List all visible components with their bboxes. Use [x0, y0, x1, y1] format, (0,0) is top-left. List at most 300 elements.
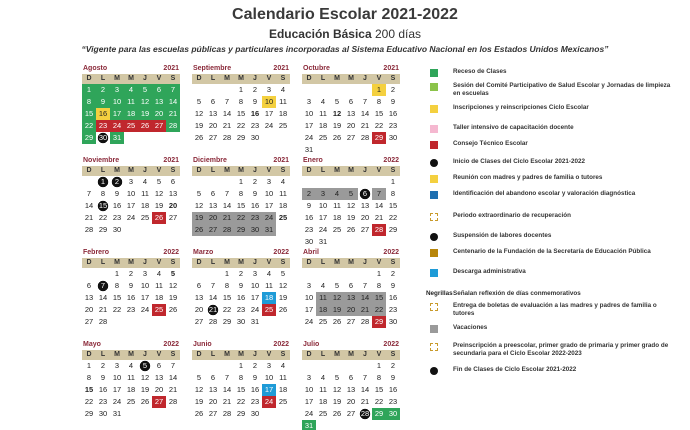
- legend-label: Preinscripción a preescolar, primer grado de primaria y primer grado de secundaria para el Ciclo Escolar 2022-2023: [453, 342, 669, 357]
- day-cell: 11: [141, 189, 149, 198]
- legend-item: [426, 212, 686, 221]
- day-cell: 29: [372, 408, 386, 420]
- day-cell: 2: [390, 361, 396, 370]
- month-octubre: [302, 64, 400, 156]
- day-cell: 30: [250, 409, 260, 418]
- weekday-label: M: [128, 259, 134, 266]
- weekday-label: M: [238, 351, 244, 358]
- weekday-label: D: [86, 259, 92, 266]
- day-cell: 8: [86, 373, 92, 382]
- day-cell: 12: [140, 373, 150, 382]
- day-cell: 25: [278, 213, 288, 222]
- weekday-label: L: [100, 167, 106, 174]
- weekday-label: V: [376, 167, 382, 174]
- month-noviembre: [82, 156, 180, 236]
- day-cell: 17: [318, 213, 328, 222]
- month-header: [302, 156, 400, 166]
- day-cell: 25: [278, 397, 288, 406]
- day-grid: [192, 268, 290, 328]
- day-cell: 1: [376, 361, 382, 370]
- weekday-label: D: [196, 351, 202, 358]
- day-cell: 16: [304, 213, 314, 222]
- day-cell: 7: [166, 84, 180, 96]
- month-agosto: [82, 64, 180, 144]
- day-cell: 7: [362, 97, 368, 106]
- month-year: 2022: [383, 249, 399, 256]
- day-cell: 20: [206, 212, 220, 224]
- day-cell: 2: [252, 85, 258, 94]
- day-cell: 5: [280, 269, 286, 278]
- day-cell: 10: [304, 385, 314, 394]
- day-cell: 7: [86, 189, 92, 198]
- day-cell: 27: [152, 396, 166, 408]
- day-cell: 12: [330, 292, 344, 304]
- day-cell: 19: [332, 397, 342, 406]
- day-cell: 1: [238, 361, 244, 370]
- empty-cell: [316, 176, 330, 188]
- day-cell: 22: [222, 305, 232, 314]
- day-cell: 27: [208, 409, 218, 418]
- day-cell: 2: [302, 188, 316, 200]
- empty-cell: [316, 360, 330, 372]
- day-cell: 31: [302, 420, 316, 430]
- day-cell: 16: [388, 293, 398, 302]
- day-cell: 24: [304, 409, 314, 418]
- day-cell: 23: [388, 397, 398, 406]
- day-cell: 13: [346, 385, 356, 394]
- day-cell: 4: [128, 361, 134, 370]
- legend-label: Reunión con madres y padres de familia o tutores: [453, 174, 603, 181]
- day-cell: 29: [388, 225, 398, 234]
- day-grid: [192, 176, 290, 236]
- day-cell: 24: [304, 317, 314, 326]
- day-cell: 18: [140, 201, 150, 210]
- weekday-label: L: [210, 75, 216, 82]
- day-cell: 13: [168, 189, 178, 198]
- day-cell: 1: [224, 269, 230, 278]
- day-cell: 1: [372, 84, 386, 96]
- weekday-label: V: [266, 167, 272, 174]
- weekday-label: S: [170, 75, 176, 82]
- legend-swatch: [430, 343, 438, 351]
- day-cell: 24: [126, 213, 136, 222]
- day-cell: 24: [262, 212, 276, 224]
- month-year: 2022: [273, 341, 289, 348]
- legend-item: [426, 366, 686, 375]
- month-marzo: [192, 248, 290, 328]
- weekday-label: L: [210, 351, 216, 358]
- weekday-label: M: [238, 167, 244, 174]
- legend-item: [426, 82, 686, 98]
- day-cell: 19: [138, 108, 152, 120]
- day-cell: 14: [374, 201, 384, 210]
- weekday-label: M: [224, 167, 230, 174]
- empty-cell: [302, 176, 316, 188]
- day-cell: 13: [154, 373, 164, 382]
- legend-label: Señalan reflexión de días conmemorativos: [453, 290, 581, 297]
- weekday-label: M: [348, 259, 354, 266]
- day-cell: 9: [390, 97, 396, 106]
- legend-label: Descarga administrativa: [453, 268, 526, 275]
- day-cell: 23: [388, 305, 398, 314]
- weekday-label: J: [253, 167, 257, 174]
- day-cell: 3: [110, 84, 124, 96]
- day-cell: 29: [98, 225, 108, 234]
- day-cell: 28: [98, 317, 108, 326]
- legend-swatch: [430, 233, 438, 241]
- day-cell: 3: [306, 281, 312, 290]
- day-cell: 5: [156, 177, 162, 186]
- weekday-header: [192, 350, 290, 360]
- day-cell: 4: [320, 281, 326, 290]
- weekday-label: V: [156, 167, 162, 174]
- day-cell: 30: [236, 317, 246, 326]
- weekday-label: V: [266, 351, 272, 358]
- day-cell: 11: [333, 201, 341, 210]
- legend-swatch: [430, 367, 438, 375]
- legend-swatch: [430, 191, 438, 199]
- month-diciembre: [192, 156, 290, 236]
- day-cell: 12: [278, 281, 288, 290]
- day-cell: 3: [252, 269, 258, 278]
- day-cell: 23: [96, 120, 110, 132]
- day-cell: 9: [390, 373, 396, 382]
- weekday-label: S: [390, 167, 396, 174]
- day-cell: 13: [194, 293, 204, 302]
- day-cell: 14: [84, 201, 94, 210]
- day-cell: 24: [112, 397, 122, 406]
- day-cell: 8: [100, 189, 106, 198]
- legend-swatch: [430, 125, 438, 133]
- month-header: [302, 248, 400, 258]
- day-cell: 22: [374, 121, 384, 130]
- month-year: 2022: [163, 249, 179, 256]
- month-name: Octubre: [303, 65, 330, 72]
- empty-cell: [358, 360, 372, 372]
- day-cell: 17: [110, 108, 124, 120]
- day-cell: 28: [358, 408, 372, 420]
- day-cell: 22: [236, 397, 246, 406]
- day-cell: 15: [388, 201, 398, 210]
- day-cell: 11: [319, 109, 327, 118]
- weekday-label: J: [363, 259, 367, 266]
- day-cell: 2: [100, 361, 106, 370]
- day-cell: 20: [360, 213, 370, 222]
- day-cell: 14: [168, 373, 178, 382]
- day-grid: [82, 84, 180, 144]
- day-cell: 30: [112, 225, 122, 234]
- day-cell: 30: [98, 409, 108, 418]
- day-cell: 11: [127, 373, 135, 382]
- day-cell: 29: [236, 133, 246, 142]
- day-cell: 23: [388, 121, 398, 130]
- day-cell: 15: [236, 109, 246, 118]
- weekday-label: L: [210, 167, 216, 174]
- weekday-label: M: [128, 351, 134, 358]
- legend-label: Periodo extraordinario de recuperación: [453, 212, 571, 219]
- day-cell: 8: [376, 373, 382, 382]
- day-cell: 19: [346, 213, 356, 222]
- day-cell: 14: [358, 292, 372, 304]
- day-cell: 19: [278, 293, 288, 302]
- weekday-header: [302, 350, 400, 360]
- empty-cell: [192, 176, 206, 188]
- day-cell: 14: [98, 293, 108, 302]
- day-cell: 6: [86, 281, 92, 290]
- weekday-label: V: [156, 259, 162, 266]
- weekday-label: M: [334, 167, 340, 174]
- calendar-tagline: “Vigente para las escuelas públicas y particulares incorporadas al Sistema Educativo Nacional en los Estados Unidos Mexicanos”: [81, 44, 609, 54]
- day-cell: 14: [166, 96, 180, 108]
- legend-item: [426, 248, 686, 257]
- weekday-header: [192, 74, 290, 84]
- month-year: 2021: [273, 157, 289, 164]
- day-cell: 5: [196, 189, 202, 198]
- day-cell: 7: [362, 373, 368, 382]
- day-cell: 17: [264, 201, 274, 210]
- day-cell: 10: [140, 281, 150, 290]
- day-cell: 5: [138, 84, 152, 96]
- weekday-label: V: [156, 75, 162, 82]
- day-cell: 5: [170, 269, 176, 278]
- day-cell: 6: [348, 97, 354, 106]
- day-cell: 3: [306, 97, 312, 106]
- weekday-label: L: [320, 259, 326, 266]
- day-cell: 20: [208, 121, 218, 130]
- day-grid: [82, 360, 180, 420]
- day-cell: 20: [194, 305, 204, 314]
- day-cell: 29: [236, 409, 246, 418]
- month-name: Diciembre: [193, 157, 227, 164]
- month-header: [192, 340, 290, 350]
- month-mayo: [82, 340, 180, 420]
- day-cell: 2: [390, 85, 396, 94]
- weekday-label: M: [334, 259, 340, 266]
- day-cell: 16: [388, 109, 398, 118]
- empty-cell: [358, 176, 372, 188]
- day-cell: 5: [138, 360, 152, 372]
- day-cell: 28: [168, 397, 178, 406]
- weekday-label: D: [306, 259, 312, 266]
- empty-cell: [220, 176, 234, 188]
- calendar-subtitle: [0, 27, 690, 41]
- day-cell: 7: [96, 280, 110, 292]
- day-cell: 12: [154, 189, 164, 198]
- day-cell: 22: [112, 305, 122, 314]
- legend-label: Receso de Clases: [453, 68, 507, 75]
- day-cell: 5: [196, 373, 202, 382]
- day-cell: 20: [346, 121, 356, 130]
- weekday-header: [302, 258, 400, 268]
- day-cell: 27: [346, 409, 356, 418]
- day-cell: 7: [170, 361, 176, 370]
- day-cell: 23: [250, 397, 260, 406]
- legend-swatch: [430, 325, 438, 333]
- weekday-label: L: [320, 75, 326, 82]
- day-cell: 25: [152, 304, 166, 316]
- empty-cell: [206, 360, 220, 372]
- weekday-label: S: [390, 351, 396, 358]
- weekday-label: M: [128, 167, 134, 174]
- weekday-label: M: [238, 259, 244, 266]
- day-cell: 1: [238, 177, 244, 186]
- empty-cell: [206, 176, 220, 188]
- day-cell: 26: [332, 409, 342, 418]
- legend-item: [426, 174, 686, 183]
- day-cell: 16: [236, 293, 246, 302]
- empty-cell: [344, 176, 358, 188]
- weekday-label: M: [114, 351, 120, 358]
- weekday-label: M: [224, 351, 230, 358]
- weekday-label: J: [253, 75, 257, 82]
- day-cell: 10: [304, 109, 314, 118]
- day-cell: 9: [252, 97, 258, 106]
- day-cell: 20: [154, 385, 164, 394]
- day-cell: 12: [194, 109, 204, 118]
- day-cell: 15: [96, 200, 110, 212]
- day-cell: 1: [82, 84, 96, 96]
- day-cell: 1: [114, 269, 120, 278]
- day-cell: 6: [348, 373, 354, 382]
- day-cell: 27: [168, 213, 178, 222]
- day-cell: 28: [208, 317, 218, 326]
- weekday-label: S: [170, 167, 176, 174]
- legend-item: [426, 324, 686, 333]
- day-cell: 31: [112, 409, 122, 418]
- weekday-label: V: [266, 259, 272, 266]
- month-header: [82, 340, 180, 350]
- day-cell: 30: [248, 224, 262, 236]
- day-cell: 8: [238, 189, 244, 198]
- day-cell: 9: [114, 189, 120, 198]
- weekday-label: M: [114, 259, 120, 266]
- day-cell: 19: [332, 121, 342, 130]
- day-cell: 21: [222, 397, 232, 406]
- day-cell: 10: [262, 96, 276, 108]
- day-cell: 24: [262, 396, 276, 408]
- day-cell: 8: [238, 373, 244, 382]
- weekday-label: V: [376, 75, 382, 82]
- day-cell: 13: [346, 109, 356, 118]
- weekday-header: [82, 74, 180, 84]
- weekday-label: S: [280, 167, 286, 174]
- day-cell: 18: [332, 213, 342, 222]
- day-cell: 31: [318, 237, 328, 246]
- day-cell: 18: [278, 385, 288, 394]
- day-cell: 10: [264, 189, 274, 198]
- day-cell: 5: [334, 97, 340, 106]
- day-cell: 22: [82, 120, 96, 132]
- month-header: [82, 156, 180, 166]
- day-cell: 30: [388, 317, 398, 326]
- day-cell: 29: [372, 132, 386, 144]
- day-cell: 26: [332, 317, 342, 326]
- month-name: Noviembre: [83, 157, 120, 164]
- day-cell: 18: [154, 293, 164, 302]
- weekday-label: D: [86, 75, 92, 82]
- day-cell: 20: [344, 304, 358, 316]
- day-cell: 11: [319, 385, 327, 394]
- day-cell: 16: [250, 385, 260, 394]
- day-cell: 26: [152, 212, 166, 224]
- day-cell: 26: [278, 305, 288, 314]
- weekday-label: V: [376, 259, 382, 266]
- day-cell: 8: [390, 189, 396, 198]
- weekday-label: L: [210, 259, 216, 266]
- day-cell: 24: [264, 121, 274, 130]
- legend-label: Identificación del abandono escolar y valoración diagnóstica: [453, 190, 636, 197]
- month-junio: [192, 340, 290, 420]
- day-cell: 30: [96, 132, 110, 144]
- day-cell: 12: [332, 109, 342, 118]
- day-cell: 28: [372, 224, 386, 236]
- month-febrero: [82, 248, 180, 328]
- day-grid: [302, 268, 400, 328]
- day-cell: 2: [238, 269, 244, 278]
- day-cell: 22: [84, 397, 94, 406]
- day-cell: 22: [234, 212, 248, 224]
- legend-swatch: [430, 303, 438, 311]
- day-cell: 16: [388, 385, 398, 394]
- day-cell: 10: [264, 373, 274, 382]
- day-cell: 12: [138, 96, 152, 108]
- day-cell: 17: [250, 293, 260, 302]
- day-cell: 21: [360, 121, 370, 130]
- empty-cell: [330, 360, 344, 372]
- day-cell: 16: [96, 108, 110, 120]
- weekday-header: [302, 74, 400, 84]
- weekday-header: [82, 350, 180, 360]
- day-cell: 8: [376, 97, 382, 106]
- day-cell: 19: [330, 304, 344, 316]
- weekday-label: V: [376, 351, 382, 358]
- month-septiembre: [192, 64, 290, 144]
- weekday-label: J: [253, 351, 257, 358]
- day-cell: 6: [210, 97, 216, 106]
- day-cell: 15: [112, 293, 122, 302]
- day-cell: 17: [264, 109, 274, 118]
- day-cell: 11: [316, 292, 330, 304]
- day-cell: 7: [372, 188, 386, 200]
- day-cell: 15: [84, 385, 94, 394]
- day-cell: 11: [279, 373, 287, 382]
- day-cell: 15: [82, 108, 96, 120]
- day-cell: 10: [112, 373, 122, 382]
- weekday-label: J: [363, 351, 367, 358]
- day-cell: 5: [334, 281, 340, 290]
- weekday-header: [192, 258, 290, 268]
- day-cell: 21: [358, 304, 372, 316]
- day-cell: 5: [196, 97, 202, 106]
- month-name: Agosto: [83, 65, 108, 72]
- day-cell: 22: [98, 213, 108, 222]
- day-cell: 8: [82, 96, 96, 108]
- weekday-label: J: [143, 259, 147, 266]
- weekday-label: D: [86, 167, 92, 174]
- month-header: [82, 64, 180, 74]
- day-cell: 17: [304, 121, 314, 130]
- day-cell: 26: [194, 409, 204, 418]
- day-cell: 31: [110, 132, 124, 144]
- day-cell: 11: [155, 281, 163, 290]
- legend-label: Inicio de Clases del Ciclo Escolar 2021-2022: [453, 158, 585, 165]
- day-cell: 23: [304, 225, 314, 234]
- day-cell: 26: [194, 133, 204, 142]
- weekday-label: D: [196, 75, 202, 82]
- weekday-label: L: [320, 167, 326, 174]
- day-cell: 3: [142, 269, 148, 278]
- day-cell: 10: [304, 293, 314, 302]
